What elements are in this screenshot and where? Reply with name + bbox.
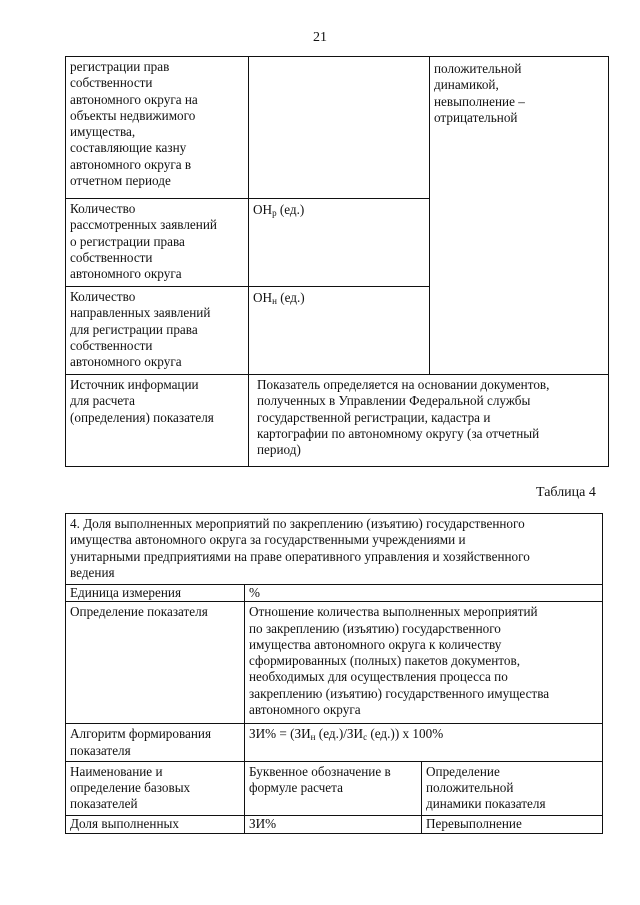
formula-part: (ед.)) x 100% [367,726,444,742]
indicator-table-4 [65,513,603,834]
indicator-name-cell: Количество направленных заявлений для регистрации права собственности автономного округа [66,287,249,375]
definition-label-cell: Определение показателя [66,602,245,724]
table-row [66,815,603,833]
table-row [66,602,603,724]
source-label-cell: Источник информации для расчета (определения) показателя [66,375,249,467]
page-number: 21 [313,30,327,45]
table-row [66,375,609,467]
dynamics-cell: положительной динамикой, невыполнение – отрицательной [430,57,609,375]
indicator-name-cell: регистрации прав собственности автономного округа на объекты недвижимого имущества, составляющие казну автономного округа в отчетном периоде [66,57,249,199]
formula-part: (ед.)/ЗИ [315,726,364,742]
table-caption: Таблица 4 [536,485,596,500]
unit-value-cell: % [245,585,603,602]
indicator-name-cell: Количество рассмотренных заявлений о регистрации права собственности автономного округа [66,199,249,287]
table-row [66,57,609,199]
symbol-base: ОН [253,202,273,217]
symbol-cell [249,57,430,199]
formula-part: ЗИ% = (ЗИ [249,726,311,742]
indicator-title-cell: 4. Доля выполненных мероприятий по закреплению (изъятию) государственного имущества автономного округа за государственными учреждениями и унитарными предприятиями на праве оперативного управления и хозяйственного ведения [66,514,603,585]
formula-subscript: н [310,732,316,743]
formula-cell [245,724,603,762]
symbol-subscript: н [272,296,277,306]
definition-value-cell: Отношение количества выполненных мероприятий по закреплению (изъятию) государственного имущества автономного округа к количеству сформированных (полных) пакетов документов, необходимых для осуществления процесса по закреплению (изъятию) государственного имущества автономного округа [245,602,603,724]
table-row [66,514,603,585]
table-row [66,585,603,602]
unit-label-cell: Единица измерения [66,585,245,602]
base-header-dynamics-cell: Определение положительной динамики показателя [422,761,603,815]
table-row [66,761,603,815]
base-header-name-cell: Наименование и определение базовых показателей [66,761,245,815]
base-row-dynamics-cell: Перевыполнение [422,815,603,833]
table-row [66,724,603,762]
base-row-name-cell: Доля выполненных [66,815,245,833]
formula-subscript: с [363,732,368,743]
symbol-cell [249,199,430,287]
symbol-unit: (ед.) [279,202,305,217]
symbol-base: ОН [253,290,273,305]
algorithm-label-cell: Алгоритм формирования показателя [66,724,245,762]
formula [249,726,443,741]
symbol-subscript: р [272,208,277,218]
base-row-symbol-cell: ЗИ% [245,815,422,833]
indicator-table-continued [65,56,609,467]
source-value-cell: Показатель определяется на основании документов, полученных в Управлении Федеральной службы государственной регистрации, кадастра и картографии по автономному округу (за отчетный период) [249,375,609,467]
base-header-symbol-cell: Буквенное обозначение в формуле расчета [245,761,422,815]
symbol-cell [249,287,430,375]
symbol-unit: (ед.) [280,290,305,305]
